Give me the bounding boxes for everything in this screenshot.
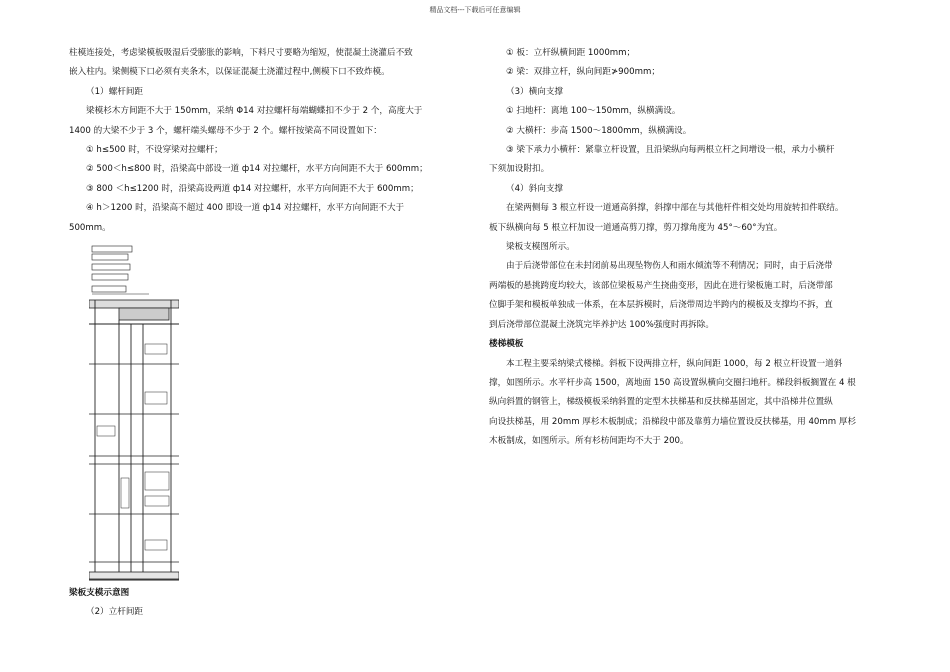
paragraph-line: 本工程主要采纳梁式楼梯。斜板下设两排立杆，纵向间距 1000，每 2 根立杆设置一道斜 xyxy=(506,358,843,369)
paragraph-line: 板下纵横向每 5 根立杆加设一道通高剪刀撑，剪刀撑角度为 45°～60°为宜。 xyxy=(489,222,783,233)
paragraph-line: 下须加设附扣。 xyxy=(489,164,550,175)
figure-caption: 梁板支模示意图 xyxy=(69,588,130,598)
diagram-slab xyxy=(89,300,179,324)
right-column xyxy=(489,44,881,452)
paragraph-line: ① 板：立杆纵横间距 1000mm； xyxy=(506,48,636,58)
paragraph-line: 梁模杉木方间距不大于 150mm，采纳 Φ14 对拉螺杆每端蝴蝶扣不少于 2 个，高度大于 xyxy=(86,106,423,117)
formwork-diagram xyxy=(89,244,179,584)
paragraph-line: 梁板支模图所示。 xyxy=(506,242,575,253)
paragraph-line: 木板制成，如图所示。所有杉枋间距均不大于 200。 xyxy=(489,436,689,447)
paragraph-line: 柱模连接处，考虑梁模板吸湿后受膨胀的影响，下料尺寸要略为缩短，使混凝土浇灌后不致 xyxy=(69,48,413,58)
paragraph-line: （1）螺杆间距 xyxy=(86,86,144,97)
paragraph-line: ① h≤500 时，不设穿梁对拉螺杆； xyxy=(86,145,223,156)
paragraph-line: ③ 梁下承力小横杆：紧靠立杆设置，且沿梁纵向每两根立杆之间增设一根，承力小横杆 xyxy=(506,145,835,156)
paragraph-line: 嵌入柱内。梁侧模下口必须有夹条木，以保证混凝土浇灌过程中,侧模下口不致炸模。 xyxy=(69,67,390,78)
diagram-poles xyxy=(95,300,171,576)
paragraph-line: 1400 的大梁不少于 3 个，螺杆端头螺母不少于 2 个。螺杆按梁高不同设置如下： xyxy=(69,125,382,136)
diagram-callouts xyxy=(97,344,169,550)
paragraph-line: 楼梯模板 xyxy=(489,339,524,350)
paragraph-line: 由于后浇带部位在未封闭前易出现坠物伤人和雨水倾流等不利情况；同时，由于后浇带 xyxy=(506,261,833,272)
paragraph-line: 纵向斜置的钢管上，梯级模板采纳斜置的定型木扶梯基和反扶梯基固定，其中沿梯井位置纵 xyxy=(489,397,833,408)
paragraph-line: ② 梁：双排立杆，纵向间距≯900mm； xyxy=(506,67,660,78)
left-bottom-heading: （2）立杆间距 xyxy=(86,607,144,617)
paragraph-line: （4）斜向支撑 xyxy=(506,183,564,194)
paragraph-line: 500mm。 xyxy=(69,222,111,233)
page-header: 精品文档---下载后可任意编辑 xyxy=(429,6,521,14)
paragraph-line: ④ h＞1200 时，沿梁高不超过 400 即设一道 ф14 对拉螺杆，水平方向间距不大于 xyxy=(86,203,405,214)
paragraph-line: ③ 800 ＜h≤1200 时，沿梁高设两道 ф14 对拉螺杆，水平方向间距不大于 600mm； xyxy=(86,183,419,194)
paragraph-line: 向设扶梯基，用 20mm 厚杉木板制成；沿梯段中部及靠剪力墙位置设反扶梯基，用 40mm 厚杉 xyxy=(489,416,857,427)
paragraph-line: （3）横向支撑 xyxy=(506,86,564,97)
paragraph-line: 到后浇带部位混凝土浇筑完毕养护达 100%强度时再拆除。 xyxy=(489,319,714,330)
paragraph-line: ② 500＜h≤800 时，沿梁高中部设一道 ф14 对拉螺杆，水平方向间距不大于 600mm； xyxy=(86,164,428,175)
paragraph-line: ① 扫地杆：离地 100～150mm，纵横满设。 xyxy=(506,106,681,117)
paragraph-line: 撑，如图所示。水平杆步高 1500，离地面 150 高设置纵横向交圈扫地杆。梯段斜板搁置在 4 根 xyxy=(489,377,856,388)
diagram-label-boxes xyxy=(92,246,149,294)
paragraph-line: 在梁两侧每 3 根立杆设一道通高斜撑，斜撑中部在与其他杆件相交处均用旋转扣件联结。 xyxy=(506,203,844,214)
paragraph-line: ② 大横杆：步高 1500～1800mm，纵横满设。 xyxy=(506,125,692,136)
paragraph-line: 两端板的悬挑跨度均较大，该部位梁板易产生挠曲变形，因此在进行梁板施工时，后浇带部 xyxy=(489,280,833,291)
left-column xyxy=(69,44,459,238)
diagram-base xyxy=(89,572,179,580)
paragraph-line: 位脚手架和模板单独成一体系，在本层拆模时，后浇带周边半跨内的模板及支撑均不拆，直 xyxy=(489,300,833,311)
formwork-diagram-svg xyxy=(89,244,179,584)
